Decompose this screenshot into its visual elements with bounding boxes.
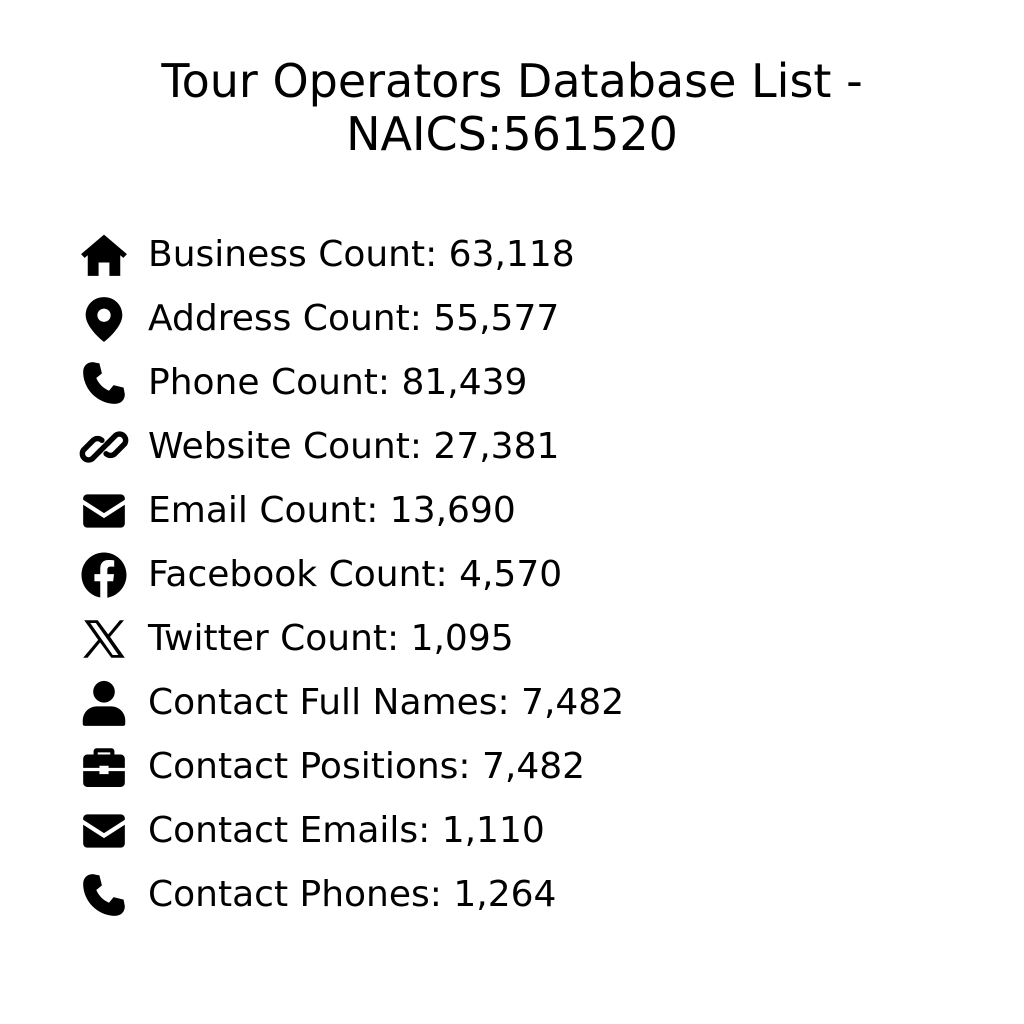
stat-label: Contact Positions: 7,482 <box>148 746 586 787</box>
stat-twitter-count <box>78 607 624 671</box>
stat-address-count <box>78 287 624 351</box>
stat-label: Address Count: 55,577 <box>148 298 560 339</box>
stat-facebook-count <box>78 543 624 607</box>
stat-label: Contact Full Names: 7,482 <box>148 682 625 723</box>
phone-icon <box>78 869 130 921</box>
user-icon <box>78 677 130 729</box>
page-title-line-1: Tour Operators Database List - <box>161 54 863 108</box>
envelope-icon <box>78 485 130 537</box>
page-title-line-2: NAICS:561520 <box>346 107 678 161</box>
stat-phone-count <box>78 351 624 415</box>
stat-label: Email Count: 13,690 <box>148 490 516 531</box>
stat-label: Contact Phones: 1,264 <box>148 874 557 915</box>
envelope-icon <box>78 805 130 857</box>
house-icon <box>78 229 130 281</box>
link-icon <box>78 421 130 473</box>
page-title <box>0 55 1024 161</box>
phone-icon <box>78 357 130 409</box>
stat-contact-positions <box>78 735 624 799</box>
stat-label: Business Count: 63,118 <box>148 234 575 275</box>
stat-label: Facebook Count: 4,570 <box>148 554 563 595</box>
facebook-icon <box>78 549 130 601</box>
stat-contact-full-names <box>78 671 624 735</box>
stat-email-count <box>78 479 624 543</box>
stat-contact-emails <box>78 799 624 863</box>
stats-list <box>78 223 624 927</box>
stat-business-count <box>78 223 624 287</box>
briefcase-icon <box>78 741 130 793</box>
stat-label: Website Count: 27,381 <box>148 426 560 467</box>
map-pin-icon <box>78 293 130 345</box>
stat-label: Contact Emails: 1,110 <box>148 810 545 851</box>
stat-label: Phone Count: 81,439 <box>148 362 528 403</box>
stat-label: Twitter Count: 1,095 <box>148 618 514 659</box>
stat-contact-phones <box>78 863 624 927</box>
x-twitter-icon <box>78 613 130 665</box>
stat-website-count <box>78 415 624 479</box>
